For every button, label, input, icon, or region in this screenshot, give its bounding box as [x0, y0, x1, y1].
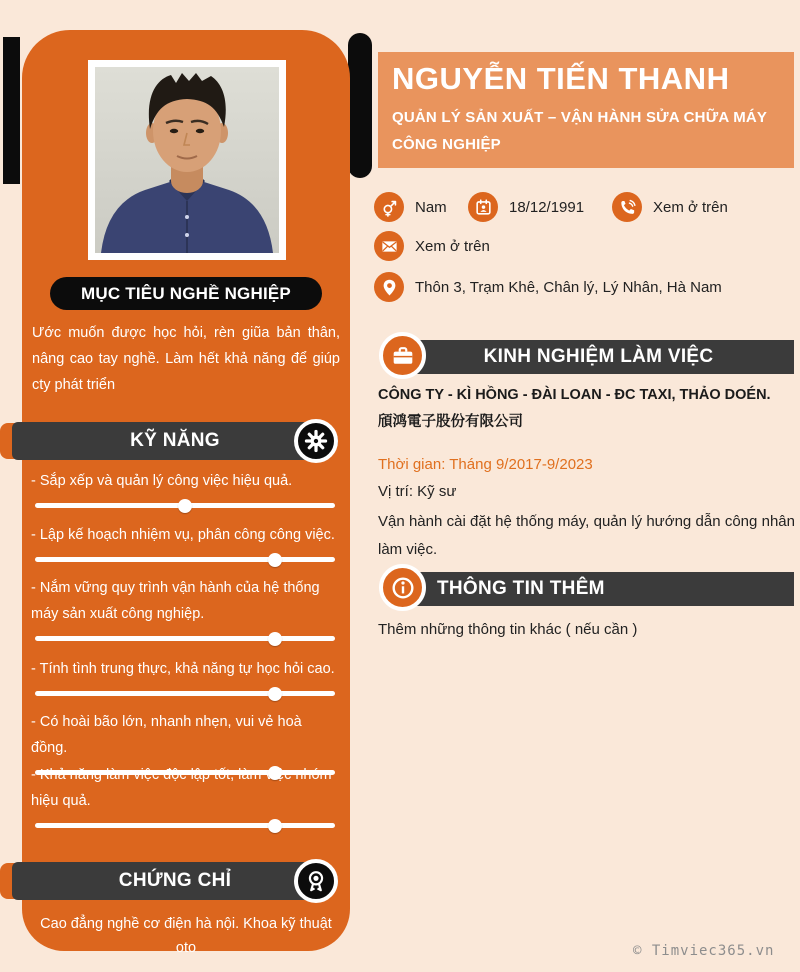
skill-item: [31, 656, 337, 696]
skill-slider-thumb[interactable]: [268, 687, 282, 701]
sidebar-panel: [22, 30, 350, 956]
briefcase-icon: [379, 332, 426, 379]
certificates-text: Cao đẳng nghề cơ điện hà nội. Khoa kỹ thuật oto: [40, 916, 332, 956]
profile-photo: [95, 67, 279, 253]
skill-label: - Sắp xếp và quản lý công việc hiệu quả.: [31, 473, 293, 489]
skill-label: - Khả năng làm việc độc lập tốt, làm việc nhóm hiệu quả.: [31, 767, 332, 809]
skill-label: - Có hoài bão lớn, nhanh nhẹn, vui vẻ hoà đồng.: [31, 714, 302, 756]
skill-item: [31, 522, 337, 562]
skill-slider: [35, 636, 335, 641]
skills-section-header: [12, 422, 338, 460]
skill-label: - Lập kế hoạch nhiệm vụ, phân công công việc.: [31, 527, 335, 543]
company-name: CÔNG TY - KÌ HỒNG - ĐÀI LOAN - ĐC TAXI, THẢO DOÉN. 頎鸿電子股份有限公司: [378, 387, 786, 430]
skill-slider-thumb[interactable]: [268, 819, 282, 833]
copyright-watermark: © Timviec365.vn: [633, 943, 775, 959]
skill-slider-thumb[interactable]: [268, 553, 282, 567]
skill-slider: [35, 823, 335, 828]
additional-text: Thêm những thông tin khác ( nếu cần ): [378, 621, 638, 638]
skills-section-title: KỸ NĂNG: [130, 430, 220, 451]
experience-time: Thời gian: Tháng 9/2017-9/2023: [378, 456, 593, 473]
gear-icon: [294, 419, 338, 463]
skill-slider: [35, 691, 335, 696]
phone-value: Xem ở trên: [653, 198, 728, 216]
dob-item: [468, 192, 584, 222]
objective-text: Ước muốn được học hỏi, rèn giũa bản thân, nâng cao tay nghề. Làm hết khả năng để giúp cty phát triển: [32, 325, 340, 393]
medal-icon: [294, 859, 338, 903]
gender-item: [374, 192, 447, 222]
info-icon: [379, 564, 426, 611]
skill-item: [31, 575, 337, 641]
phone-icon: [612, 192, 642, 222]
experience-section-title: KINH NGHIỆM LÀM VIỆC: [483, 346, 714, 367]
header-block: [378, 52, 794, 168]
certificates-section-header: [12, 862, 338, 900]
email-value: Xem ở trên: [415, 237, 490, 255]
skill-slider-thumb[interactable]: [178, 499, 192, 513]
skill-slider: [35, 503, 335, 508]
experience-position: Vị trí: Kỹ sư: [378, 483, 457, 500]
certificates-section-title: CHỨNG CHỈ: [118, 870, 232, 891]
additional-section-header: [403, 572, 794, 606]
objective-section-title: MỤC TIÊU NGHỀ NGHIỆP: [50, 277, 322, 310]
gender-icon: [374, 192, 404, 222]
envelope-icon: [374, 231, 404, 261]
calendar-icon: [468, 192, 498, 222]
black-ribbon-right: [348, 33, 372, 178]
experience-description: Vận hành cài đặt hệ thống máy, quản lý hướng dẫn công nhân làm việc.: [378, 513, 795, 558]
skill-item: [31, 468, 337, 508]
address-item: [374, 272, 722, 302]
dob-value: 18/12/1991: [509, 198, 585, 216]
address-value: Thôn 3, Trạm Khê, Chân lý, Lý Nhân, Hà Nam: [415, 278, 722, 296]
photo-frame: [88, 60, 286, 260]
person-name: NGUYỄN TIẾN THANH: [392, 61, 730, 96]
skill-label: - Tính tình trung thực, khả năng tự học hỏi cao.: [31, 661, 335, 677]
skill-slider: [35, 557, 335, 562]
gender-value: Nam: [415, 198, 447, 216]
email-item: [374, 231, 490, 261]
skill-label: - Nắm vững quy trình vận hành của hệ thống máy sản xuất công nghiệp.: [31, 580, 320, 622]
experience-section-header: [403, 340, 794, 374]
person-job-title: QUẢN LÝ SẢN XUẤT – VẬN HÀNH SỬA CHỮA MÁY CÔNG NGHIỆP: [392, 109, 767, 153]
phone-item: [612, 192, 728, 222]
location-pin-icon: [374, 272, 404, 302]
black-ribbon-left: [3, 37, 20, 184]
skill-item: [31, 762, 337, 828]
additional-section-title: THÔNG TIN THÊM: [437, 578, 605, 599]
skill-slider-thumb[interactable]: [268, 632, 282, 646]
